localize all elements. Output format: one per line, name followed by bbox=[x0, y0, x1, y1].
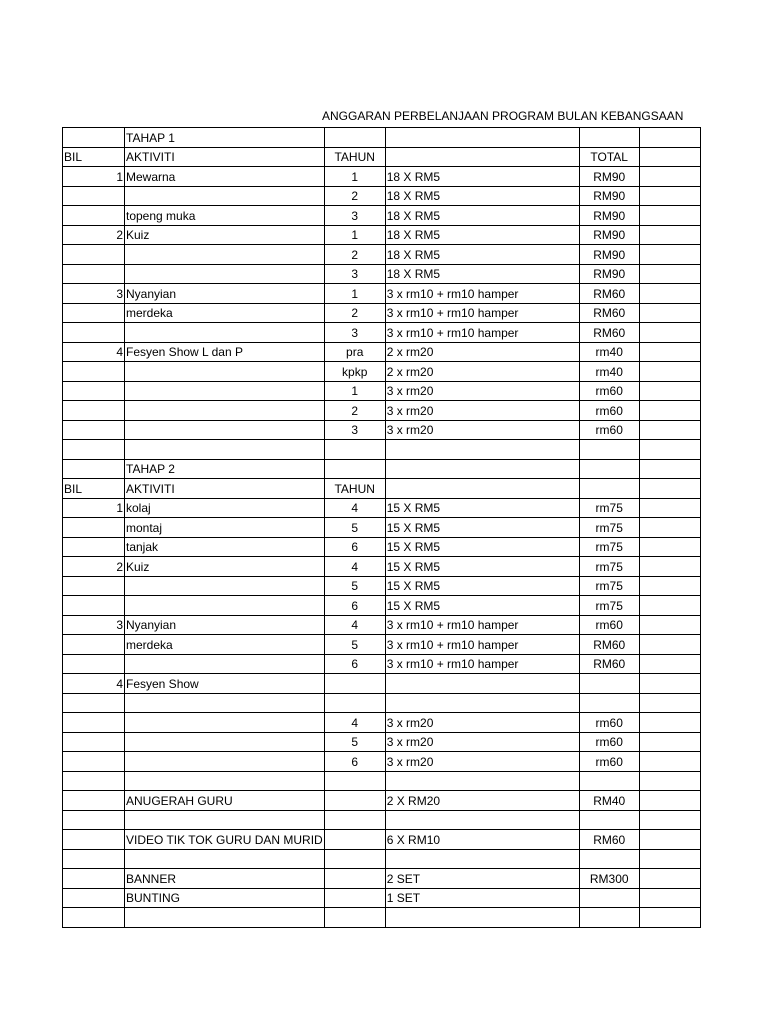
total-cell[interactable]: rm75 bbox=[579, 537, 639, 557]
extra-cell[interactable] bbox=[639, 498, 700, 518]
table-row bbox=[63, 128, 701, 148]
total-cell[interactable]: RM90 bbox=[579, 186, 639, 206]
table-row bbox=[63, 284, 701, 304]
bil-cell[interactable] bbox=[63, 596, 125, 616]
extra-cell[interactable] bbox=[639, 615, 700, 635]
extra-cell[interactable] bbox=[639, 888, 700, 908]
aktiviti-cell[interactable]: VIDEO TIK TOK GURU DAN MURID bbox=[125, 830, 325, 850]
total-cell[interactable]: RM60 bbox=[579, 654, 639, 674]
extra-cell[interactable] bbox=[639, 752, 700, 772]
tahun-cell[interactable]: 1 bbox=[324, 167, 385, 187]
extra-cell[interactable] bbox=[639, 849, 700, 869]
extra-cell[interactable] bbox=[639, 537, 700, 557]
aktiviti-cell[interactable] bbox=[125, 732, 325, 752]
bil-cell[interactable]: 3 bbox=[63, 615, 125, 635]
kiraan-cell[interactable]: 2 x rm20 bbox=[385, 342, 579, 362]
table-row bbox=[63, 498, 701, 518]
aktiviti-cell[interactable]: Nyanyian bbox=[125, 615, 325, 635]
extra-cell[interactable] bbox=[639, 557, 700, 577]
extra-cell[interactable] bbox=[639, 323, 700, 343]
kiraan-cell[interactable]: 3 x rm20 bbox=[385, 401, 579, 421]
aktiviti-cell[interactable] bbox=[125, 186, 325, 206]
tahun-cell[interactable] bbox=[324, 674, 385, 694]
total-cell[interactable] bbox=[579, 849, 639, 869]
extra-cell[interactable] bbox=[639, 791, 700, 811]
bil-cell[interactable]: 1 bbox=[63, 498, 125, 518]
aktiviti-cell[interactable] bbox=[125, 362, 325, 382]
aktiviti-cell[interactable] bbox=[125, 849, 325, 869]
aktiviti-cell[interactable]: TAHAP 1 bbox=[125, 128, 325, 148]
total-cell[interactable]: rm75 bbox=[579, 498, 639, 518]
bil-cell[interactable] bbox=[63, 440, 125, 460]
aktiviti-cell[interactable]: Kuiz bbox=[125, 557, 325, 577]
tahun-cell[interactable] bbox=[324, 440, 385, 460]
bil-cell[interactable] bbox=[63, 264, 125, 284]
tahun-cell[interactable]: 2 bbox=[324, 401, 385, 421]
tahun-cell[interactable]: 4 bbox=[324, 615, 385, 635]
total-cell[interactable]: rm60 bbox=[579, 615, 639, 635]
table-row bbox=[63, 576, 701, 596]
aktiviti-cell[interactable]: TAHAP 2 bbox=[125, 459, 325, 479]
bil-cell[interactable] bbox=[63, 303, 125, 323]
aktiviti-cell[interactable] bbox=[125, 713, 325, 733]
kiraan-cell[interactable] bbox=[385, 674, 579, 694]
bil-cell[interactable] bbox=[63, 693, 125, 713]
total-cell[interactable] bbox=[579, 888, 639, 908]
bil-cell[interactable] bbox=[63, 401, 125, 421]
table-row bbox=[63, 303, 701, 323]
kiraan-cell[interactable]: 3 x rm20 bbox=[385, 381, 579, 401]
tahun-cell[interactable]: 6 bbox=[324, 537, 385, 557]
total-cell[interactable]: RM90 bbox=[579, 264, 639, 284]
kiraan-cell[interactable] bbox=[385, 147, 579, 167]
bil-cell[interactable] bbox=[63, 420, 125, 440]
kiraan-cell[interactable] bbox=[385, 771, 579, 791]
aktiviti-cell[interactable] bbox=[125, 323, 325, 343]
tahun-cell[interactable] bbox=[324, 791, 385, 811]
aktiviti-cell[interactable]: Nyanyian bbox=[125, 284, 325, 304]
tahun-cell[interactable]: 5 bbox=[324, 518, 385, 538]
bil-cell[interactable] bbox=[63, 635, 125, 655]
extra-cell[interactable] bbox=[639, 381, 700, 401]
kiraan-cell[interactable]: 15 X RM5 bbox=[385, 518, 579, 538]
bil-cell[interactable] bbox=[63, 128, 125, 148]
kiraan-cell[interactable]: 2 x rm20 bbox=[385, 362, 579, 382]
tahun-cell[interactable]: 1 bbox=[324, 225, 385, 245]
kiraan-cell[interactable]: 3 x rm10 + rm10 hamper bbox=[385, 615, 579, 635]
extra-cell[interactable] bbox=[639, 128, 700, 148]
table-row bbox=[63, 225, 701, 245]
aktiviti-cell[interactable] bbox=[125, 381, 325, 401]
tahun-cell[interactable] bbox=[324, 771, 385, 791]
extra-cell[interactable] bbox=[639, 147, 700, 167]
total-cell[interactable] bbox=[579, 440, 639, 460]
kiraan-cell[interactable]: 18 X RM5 bbox=[385, 225, 579, 245]
tahun-cell[interactable]: 3 bbox=[324, 206, 385, 226]
tahun-cell[interactable]: 3 bbox=[324, 323, 385, 343]
bil-cell[interactable] bbox=[63, 830, 125, 850]
table-row bbox=[63, 440, 701, 460]
extra-cell[interactable] bbox=[639, 518, 700, 538]
tahun-cell[interactable] bbox=[324, 888, 385, 908]
tahun-cell[interactable]: 6 bbox=[324, 752, 385, 772]
extra-cell[interactable] bbox=[639, 459, 700, 479]
table-row bbox=[63, 362, 701, 382]
total-cell[interactable]: rm75 bbox=[579, 596, 639, 616]
table-row bbox=[63, 147, 701, 167]
bil-cell[interactable] bbox=[63, 732, 125, 752]
total-cell[interactable]: RM60 bbox=[579, 303, 639, 323]
table-row bbox=[63, 810, 701, 830]
kiraan-cell[interactable] bbox=[385, 440, 579, 460]
bil-cell[interactable] bbox=[63, 459, 125, 479]
total-cell[interactable]: RM60 bbox=[579, 635, 639, 655]
kiraan-cell[interactable]: 15 X RM5 bbox=[385, 537, 579, 557]
bil-cell[interactable] bbox=[63, 888, 125, 908]
table-row bbox=[63, 830, 701, 850]
table-row bbox=[63, 615, 701, 635]
total-cell[interactable]: RM60 bbox=[579, 830, 639, 850]
tahun-cell[interactable] bbox=[324, 830, 385, 850]
aktiviti-cell[interactable]: kolaj bbox=[125, 498, 325, 518]
bil-cell[interactable]: 4 bbox=[63, 674, 125, 694]
tahun-cell[interactable] bbox=[324, 693, 385, 713]
total-cell[interactable]: RM90 bbox=[579, 225, 639, 245]
aktiviti-cell[interactable]: Fesyen Show L dan P bbox=[125, 342, 325, 362]
kiraan-cell[interactable]: 18 X RM5 bbox=[385, 186, 579, 206]
table-row bbox=[63, 537, 701, 557]
kiraan-cell[interactable] bbox=[385, 908, 579, 928]
total-cell[interactable]: rm40 bbox=[579, 362, 639, 382]
aktiviti-cell[interactable]: topeng muka bbox=[125, 206, 325, 226]
aktiviti-cell[interactable]: merdeka bbox=[125, 303, 325, 323]
bil-cell[interactable] bbox=[63, 791, 125, 811]
total-cell[interactable]: RM40 bbox=[579, 791, 639, 811]
bil-cell[interactable] bbox=[63, 576, 125, 596]
kiraan-cell[interactable] bbox=[385, 849, 579, 869]
bil-cell[interactable] bbox=[63, 186, 125, 206]
extra-cell[interactable] bbox=[639, 167, 700, 187]
bil-cell[interactable] bbox=[63, 206, 125, 226]
aktiviti-cell[interactable]: montaj bbox=[125, 518, 325, 538]
total-cell[interactable]: RM60 bbox=[579, 323, 639, 343]
kiraan-cell[interactable]: 3 x rm10 + rm10 hamper bbox=[385, 654, 579, 674]
aktiviti-cell[interactable]: ANUGERAH GURU bbox=[125, 791, 325, 811]
tahun-cell[interactable]: pra bbox=[324, 342, 385, 362]
total-cell[interactable]: TOTAL bbox=[579, 147, 639, 167]
bil-cell[interactable] bbox=[63, 323, 125, 343]
kiraan-cell[interactable]: 15 X RM5 bbox=[385, 498, 579, 518]
bil-cell[interactable] bbox=[63, 752, 125, 772]
tahun-cell[interactable] bbox=[324, 908, 385, 928]
extra-cell[interactable] bbox=[639, 206, 700, 226]
kiraan-cell[interactable]: 3 x rm20 bbox=[385, 752, 579, 772]
bil-cell[interactable] bbox=[63, 518, 125, 538]
table-row bbox=[63, 186, 701, 206]
table-row bbox=[63, 401, 701, 421]
kiraan-cell[interactable] bbox=[385, 459, 579, 479]
kiraan-cell[interactable]: 3 x rm10 + rm10 hamper bbox=[385, 303, 579, 323]
table-row bbox=[63, 849, 701, 869]
table-row bbox=[63, 732, 701, 752]
extra-cell[interactable] bbox=[639, 693, 700, 713]
total-cell[interactable] bbox=[579, 459, 639, 479]
extra-cell[interactable] bbox=[639, 284, 700, 304]
table-row bbox=[63, 869, 701, 889]
tahun-cell[interactable]: 4 bbox=[324, 498, 385, 518]
bil-cell[interactable] bbox=[63, 810, 125, 830]
bil-cell[interactable]: 4 bbox=[63, 342, 125, 362]
table-row bbox=[63, 206, 701, 226]
table-row bbox=[63, 264, 701, 284]
total-cell[interactable] bbox=[579, 479, 639, 499]
tahun-cell[interactable]: 2 bbox=[324, 186, 385, 206]
extra-cell[interactable] bbox=[639, 771, 700, 791]
budget-table bbox=[62, 127, 701, 928]
aktiviti-cell[interactable]: AKTIVITI bbox=[125, 479, 325, 499]
tahun-cell[interactable]: 2 bbox=[324, 303, 385, 323]
kiraan-cell[interactable]: 18 X RM5 bbox=[385, 206, 579, 226]
total-cell[interactable]: RM90 bbox=[579, 167, 639, 187]
bil-cell[interactable]: 1 bbox=[63, 167, 125, 187]
kiraan-cell[interactable]: 3 x rm20 bbox=[385, 713, 579, 733]
aktiviti-cell[interactable] bbox=[125, 576, 325, 596]
bil-cell[interactable]: BIL bbox=[63, 479, 125, 499]
table-row bbox=[63, 342, 701, 362]
kiraan-cell[interactable]: 3 x rm10 + rm10 hamper bbox=[385, 323, 579, 343]
table-row bbox=[63, 654, 701, 674]
extra-cell[interactable] bbox=[639, 401, 700, 421]
tahun-cell[interactable]: 5 bbox=[324, 576, 385, 596]
total-cell[interactable]: rm60 bbox=[579, 420, 639, 440]
sheet-title: ANGGARAN PERBELANJAAN PROGRAM BULAN KEBANGSAAN bbox=[322, 109, 684, 123]
table-row bbox=[63, 888, 701, 908]
total-cell[interactable]: rm40 bbox=[579, 342, 639, 362]
tahun-cell[interactable]: 3 bbox=[324, 420, 385, 440]
total-cell[interactable]: rm75 bbox=[579, 576, 639, 596]
bil-cell[interactable] bbox=[63, 908, 125, 928]
kiraan-cell[interactable]: 15 X RM5 bbox=[385, 557, 579, 577]
table-row bbox=[63, 518, 701, 538]
total-cell[interactable] bbox=[579, 771, 639, 791]
bil-cell[interactable] bbox=[63, 713, 125, 733]
extra-cell[interactable] bbox=[639, 342, 700, 362]
budget-table-body bbox=[63, 128, 701, 928]
kiraan-cell[interactable]: 2 X RM20 bbox=[385, 791, 579, 811]
table-row bbox=[63, 596, 701, 616]
extra-cell[interactable] bbox=[639, 420, 700, 440]
table-row bbox=[63, 557, 701, 577]
tahun-cell[interactable] bbox=[324, 849, 385, 869]
tahun-cell[interactable]: 4 bbox=[324, 557, 385, 577]
table-row bbox=[63, 420, 701, 440]
total-cell[interactable]: rm60 bbox=[579, 381, 639, 401]
extra-cell[interactable] bbox=[639, 713, 700, 733]
aktiviti-cell[interactable] bbox=[125, 810, 325, 830]
total-cell[interactable] bbox=[579, 128, 639, 148]
bil-cell[interactable] bbox=[63, 537, 125, 557]
tahun-cell[interactable] bbox=[324, 459, 385, 479]
aktiviti-cell[interactable] bbox=[125, 420, 325, 440]
extra-cell[interactable] bbox=[639, 303, 700, 323]
extra-cell[interactable] bbox=[639, 362, 700, 382]
aktiviti-cell[interactable] bbox=[125, 908, 325, 928]
bil-cell[interactable]: 3 bbox=[63, 284, 125, 304]
kiraan-cell[interactable] bbox=[385, 128, 579, 148]
extra-cell[interactable] bbox=[639, 225, 700, 245]
aktiviti-cell[interactable]: BANNER bbox=[125, 869, 325, 889]
aktiviti-cell[interactable] bbox=[125, 654, 325, 674]
extra-cell[interactable] bbox=[639, 596, 700, 616]
table-row bbox=[63, 245, 701, 265]
aktiviti-cell[interactable]: BUNTING bbox=[125, 888, 325, 908]
table-row bbox=[63, 167, 701, 187]
bil-cell[interactable] bbox=[63, 849, 125, 869]
aktiviti-cell[interactable]: Mewarna bbox=[125, 167, 325, 187]
table-row bbox=[63, 713, 701, 733]
kiraan-cell[interactable]: 15 X RM5 bbox=[385, 576, 579, 596]
extra-cell[interactable] bbox=[639, 576, 700, 596]
extra-cell[interactable] bbox=[639, 264, 700, 284]
kiraan-cell[interactable] bbox=[385, 479, 579, 499]
tahun-cell[interactable] bbox=[324, 810, 385, 830]
extra-cell[interactable] bbox=[639, 908, 700, 928]
bil-cell[interactable] bbox=[63, 869, 125, 889]
aktiviti-cell[interactable]: AKTIVITI bbox=[125, 147, 325, 167]
tahun-cell[interactable]: 6 bbox=[324, 654, 385, 674]
aktiviti-cell[interactable]: tanjak bbox=[125, 537, 325, 557]
total-cell[interactable] bbox=[579, 810, 639, 830]
kiraan-cell[interactable]: 1 SET bbox=[385, 888, 579, 908]
total-cell[interactable] bbox=[579, 674, 639, 694]
aktiviti-cell[interactable]: Kuiz bbox=[125, 225, 325, 245]
tahun-cell[interactable]: 5 bbox=[324, 732, 385, 752]
table-row bbox=[63, 693, 701, 713]
tahun-cell[interactable]: TAHUN bbox=[324, 479, 385, 499]
table-row bbox=[63, 752, 701, 772]
total-cell[interactable]: rm60 bbox=[579, 401, 639, 421]
total-cell[interactable]: RM90 bbox=[579, 245, 639, 265]
total-cell[interactable]: RM60 bbox=[579, 284, 639, 304]
extra-cell[interactable] bbox=[639, 186, 700, 206]
tahun-cell[interactable]: 4 bbox=[324, 713, 385, 733]
extra-cell[interactable] bbox=[639, 674, 700, 694]
total-cell[interactable]: RM90 bbox=[579, 206, 639, 226]
bil-cell[interactable] bbox=[63, 381, 125, 401]
extra-cell[interactable] bbox=[639, 654, 700, 674]
table-row bbox=[63, 459, 701, 479]
kiraan-cell[interactable]: 18 X RM5 bbox=[385, 264, 579, 284]
table-row bbox=[63, 381, 701, 401]
total-cell[interactable]: rm60 bbox=[579, 752, 639, 772]
tahun-cell[interactable]: 1 bbox=[324, 284, 385, 304]
bil-cell[interactable] bbox=[63, 654, 125, 674]
bil-cell[interactable] bbox=[63, 771, 125, 791]
kiraan-cell[interactable] bbox=[385, 693, 579, 713]
tahun-cell[interactable]: kpkp bbox=[324, 362, 385, 382]
table-row bbox=[63, 791, 701, 811]
kiraan-cell[interactable] bbox=[385, 810, 579, 830]
aktiviti-cell[interactable] bbox=[125, 771, 325, 791]
table-row bbox=[63, 635, 701, 655]
kiraan-cell[interactable]: 3 x rm20 bbox=[385, 420, 579, 440]
table-row bbox=[63, 908, 701, 928]
extra-cell[interactable] bbox=[639, 810, 700, 830]
extra-cell[interactable] bbox=[639, 635, 700, 655]
kiraan-cell[interactable]: 3 x rm10 + rm10 hamper bbox=[385, 284, 579, 304]
kiraan-cell[interactable]: 3 x rm20 bbox=[385, 732, 579, 752]
aktiviti-cell[interactable] bbox=[125, 693, 325, 713]
bil-cell[interactable]: BIL bbox=[63, 147, 125, 167]
extra-cell[interactable] bbox=[639, 479, 700, 499]
aktiviti-cell[interactable] bbox=[125, 264, 325, 284]
aktiviti-cell[interactable] bbox=[125, 401, 325, 421]
extra-cell[interactable] bbox=[639, 869, 700, 889]
aktiviti-cell[interactable] bbox=[125, 596, 325, 616]
bil-cell[interactable] bbox=[63, 362, 125, 382]
tahun-cell[interactable]: 5 bbox=[324, 635, 385, 655]
total-cell[interactable] bbox=[579, 693, 639, 713]
tahun-cell[interactable]: TAHUN bbox=[324, 147, 385, 167]
bil-cell[interactable]: 2 bbox=[63, 225, 125, 245]
kiraan-cell[interactable]: 18 X RM5 bbox=[385, 167, 579, 187]
table-row bbox=[63, 479, 701, 499]
kiraan-cell[interactable]: 3 x rm10 + rm10 hamper bbox=[385, 635, 579, 655]
total-cell[interactable]: rm60 bbox=[579, 713, 639, 733]
table-row bbox=[63, 323, 701, 343]
total-cell[interactable] bbox=[579, 908, 639, 928]
kiraan-cell[interactable]: 6 X RM10 bbox=[385, 830, 579, 850]
aktiviti-cell[interactable] bbox=[125, 245, 325, 265]
aktiviti-cell[interactable] bbox=[125, 440, 325, 460]
tahun-cell[interactable]: 1 bbox=[324, 381, 385, 401]
tahun-cell[interactable]: 3 bbox=[324, 264, 385, 284]
extra-cell[interactable] bbox=[639, 440, 700, 460]
table-row bbox=[63, 771, 701, 791]
bil-cell[interactable]: 2 bbox=[63, 557, 125, 577]
extra-cell[interactable] bbox=[639, 732, 700, 752]
tahun-cell[interactable] bbox=[324, 869, 385, 889]
bil-cell[interactable] bbox=[63, 245, 125, 265]
kiraan-cell[interactable]: 2 SET bbox=[385, 869, 579, 889]
total-cell[interactable]: rm75 bbox=[579, 557, 639, 577]
table-row bbox=[63, 674, 701, 694]
total-cell[interactable]: RM300 bbox=[579, 869, 639, 889]
kiraan-cell[interactable]: 18 X RM5 bbox=[385, 245, 579, 265]
aktiviti-cell[interactable]: Fesyen Show bbox=[125, 674, 325, 694]
aktiviti-cell[interactable]: merdeka bbox=[125, 635, 325, 655]
extra-cell[interactable] bbox=[639, 830, 700, 850]
aktiviti-cell[interactable] bbox=[125, 752, 325, 772]
tahun-cell[interactable]: 6 bbox=[324, 596, 385, 616]
tahun-cell[interactable]: 2 bbox=[324, 245, 385, 265]
kiraan-cell[interactable]: 15 X RM5 bbox=[385, 596, 579, 616]
total-cell[interactable]: rm75 bbox=[579, 518, 639, 538]
tahun-cell[interactable] bbox=[324, 128, 385, 148]
extra-cell[interactable] bbox=[639, 245, 700, 265]
total-cell[interactable]: rm60 bbox=[579, 732, 639, 752]
